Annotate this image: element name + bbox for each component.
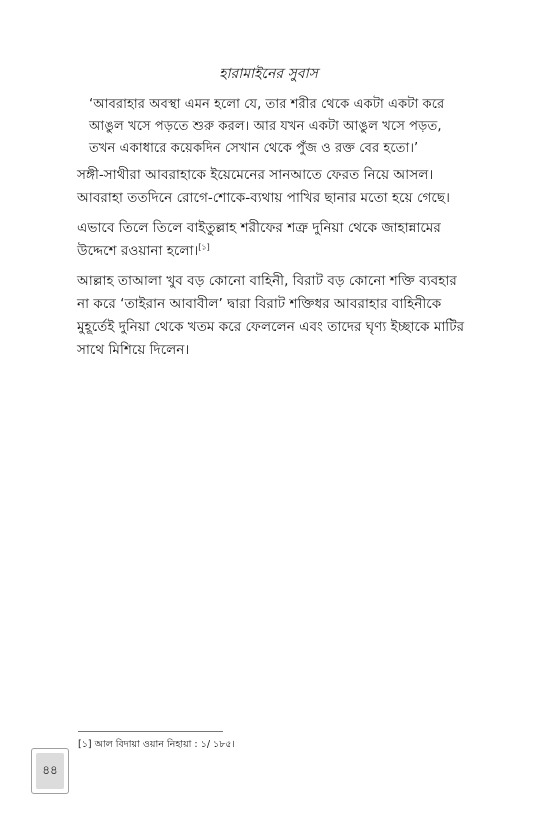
footnote-marker: [১] xyxy=(198,242,210,252)
footnote: [১] আল বিদায়া ওয়ান নিহায়া : ১/ ১৮৫। xyxy=(78,739,235,750)
footnote-divider xyxy=(78,731,223,732)
quote-line-2: আঙুল খসে পড়তে শুরু করল। আর যখন একটা আঙুল খসে পড়ত, xyxy=(89,119,442,134)
page-number: ৪৪ xyxy=(42,763,58,777)
paragraph-2-text: এভাবে তিলে তিলে বাইতুল্লাহ শরীফের শত্রু দুনিয়া থেকে জাহান্নামের উদ্দেশে রওয়ানা হলো। xyxy=(77,220,441,259)
paragraph-3: আল্লাহ তাআলা খুব বড় কোনো বাহিনী, বিরাট বড় কোনো শক্তি ব্যবহার না করে ‘তাইরান আবাবীল’ দ্বারা বিরাট শক্তিধর আবরাহার বাহিনীকে মুহূর্তেই দুনিয়া থেকে খতম করে ফেললেন এবং তাদের ঘৃণ্য ইচ্ছাকে মাটির সাথে মিশিয়ে দিলেন। xyxy=(77,273,465,358)
body-text xyxy=(77,164,465,369)
paragraph-1: সঙ্গী-সাথীরা আবরাহাকে ইয়েমেনের সানআতে ফেরত নিয়ে আসল। আবরাহা ততদিনে রোগে-শোকে-ব্যথায় পাখির ছানার মতো হয়ে গেছে। xyxy=(77,167,450,206)
block-quote xyxy=(89,94,461,160)
quote-line-3: তখন একাধারে কয়েকদিন সেখান থেকে পুঁজ ও রক্ত বের হতো।’ xyxy=(89,141,419,156)
quote-line-1: ‘আবরাহার অবস্থা এমন হলো যে, তার শরীর থেকে একটা একটা করে xyxy=(89,97,445,112)
paragraph-2 xyxy=(77,217,465,263)
running-header: হারামাইনের সুবাস xyxy=(219,66,318,82)
